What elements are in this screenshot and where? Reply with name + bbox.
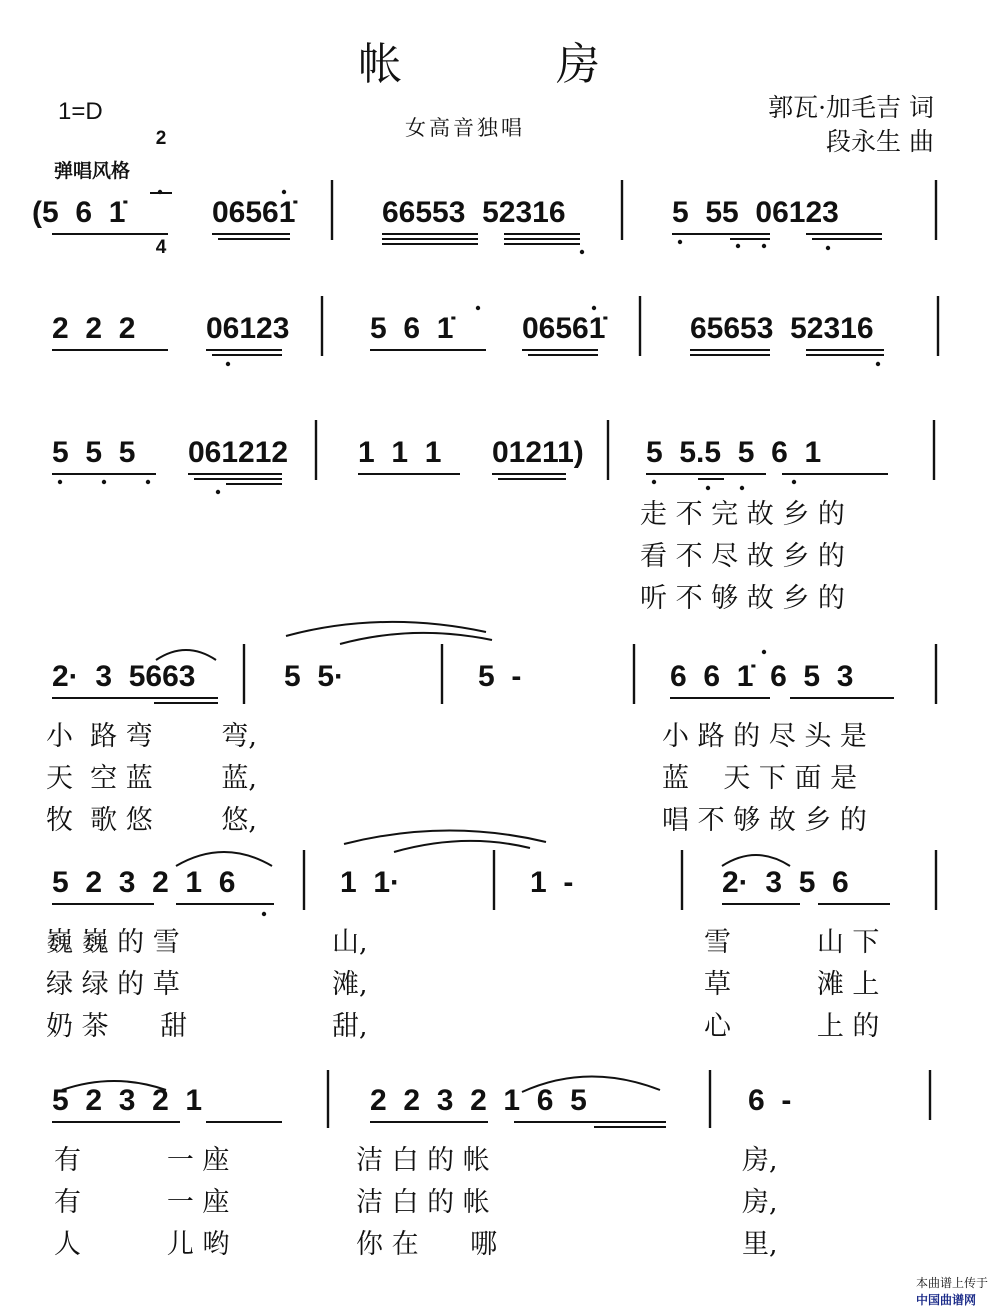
lyric-intro-v3: 听 不 够 故 乡 的 [640, 583, 845, 614]
lyricist-credit: 郭瓦·加毛吉 词 [768, 93, 934, 122]
lyric-l6-mid-v1: 洁 白 的 帐 [356, 1145, 490, 1176]
notes-l4-m3: 5 - [478, 660, 522, 693]
lyric-l4-right-v2: 蓝 天 下 面 是 [662, 763, 858, 794]
key-signature: 1=D [58, 98, 103, 125]
notes-l3-m2a: 1 1 1 [358, 436, 442, 469]
subtitle: 女高音独唱 [405, 116, 525, 140]
notes-l6-m1: 5 2 3 2 1 [52, 1084, 203, 1117]
notes-l5-m2: 1 1· [340, 866, 401, 899]
notes-l6-m3: 6 - [748, 1084, 792, 1117]
notes-l6-m2: 2 2 3 2 1 6 5 [370, 1084, 587, 1117]
lyric-l6-right-v1: 房, [742, 1145, 778, 1176]
notes-l4-m2: 5 5· [284, 660, 345, 693]
notes-l3-m1b: 061212 [188, 436, 289, 469]
composer-credit: 段永生 曲 [826, 127, 934, 156]
notes-l2-m3: 65653 52316 [690, 312, 874, 345]
notes-l2-m2a: 5 6 1̇ [370, 312, 454, 345]
time-signature-bottom: 4 [155, 237, 167, 258]
lyric-intro-v1: 走 不 完 故 乡 的 [640, 499, 845, 530]
lyric-l4-right-v3: 唱 不 够 故 乡 的 [662, 805, 867, 836]
lyric-l6-left-v2: 有 一 座 [54, 1187, 230, 1218]
lyric-l6-mid-v3: 你 在 哪 [356, 1229, 498, 1260]
notes-l2-m2b: 06561̇ [522, 312, 606, 345]
lyric-l5-mid-v3: 甜, [332, 1011, 368, 1042]
notes-l2-m1a: 2 2 2 [52, 312, 136, 345]
song-title: 帐 房 [358, 39, 642, 90]
notes-l1-m2: 66553 52316 [382, 196, 566, 229]
lyric-l6-right-v2: 房, [742, 1187, 778, 1218]
notes-l3-m1a: 5 5 5 [52, 436, 136, 469]
notes-l2-m1b: 06123 [206, 312, 290, 345]
lyric-l5-mid-v2: 滩, [332, 969, 368, 1000]
notes-l3-m2b: 01211) [492, 436, 584, 469]
lyric-l4-left-v2: 天 空 蓝 蓝, [46, 763, 257, 794]
lyric-l6-left-v3: 人 儿 哟 [54, 1229, 230, 1260]
notes-l1-m1a: (5 6 1̇ [32, 196, 126, 229]
barlines [244, 180, 938, 1128]
lyric-l5-right-v1: 雪 山 下 [704, 927, 880, 958]
lyric-l4-left-v3: 牧 歌 悠 悠, [46, 805, 257, 836]
time-signature-top: 2 [155, 128, 167, 149]
notes-l3-m3: 5 5.5 5 6 1 [646, 436, 822, 469]
notes-l5-m4: 2· 3 5 6 [722, 866, 849, 899]
notes-l1-m3: 5 55 06123 [672, 196, 839, 229]
lyric-intro-v2: 看 不 尽 故 乡 的 [640, 541, 845, 572]
source-footer [909, 1260, 988, 1308]
lyric-l5-mid-v1: 山, [332, 927, 368, 958]
lyric-l6-left-v1: 有 一 座 [54, 1145, 230, 1176]
notes-l5-m3: 1 - [530, 866, 574, 899]
lyric-l5-left-v1: 巍 巍 的 雪 [46, 927, 180, 958]
lyric-l4-left-v1: 小 路 弯 弯, [46, 721, 257, 752]
lyric-l4-right-v1: 小 路 的 尽 头 是 [662, 721, 867, 752]
lyric-l5-left-v3: 奶 茶 甜 [46, 1011, 188, 1042]
notes-l4-m4: 6 6 1̇ 6 5 3 [670, 660, 854, 693]
notes-l4-m1: 2· 3 5663 [52, 660, 196, 693]
footer-text: 本曲谱上传于 [915, 1276, 988, 1290]
beams [52, 234, 894, 1127]
footer-site[interactable]: 中国曲谱网 [915, 1293, 976, 1307]
notes-l1-m1b: 06561̇ [212, 196, 296, 229]
lyric-l6-mid-v2: 洁 白 的 帐 [356, 1187, 490, 1218]
lyric-l5-right-v2: 草 滩 上 [704, 969, 880, 1000]
octave-dots [58, 190, 880, 916]
lyric-l6-right-v3: 里, [742, 1229, 778, 1260]
lyric-l5-left-v2: 绿 绿 的 草 [46, 969, 180, 1000]
performance-style: 弹唱风格 [54, 160, 131, 182]
notes-l5-m1: 5 2 3 2 1 6 [52, 866, 236, 899]
lyric-l5-right-v3: 心 上 的 [704, 1011, 880, 1042]
